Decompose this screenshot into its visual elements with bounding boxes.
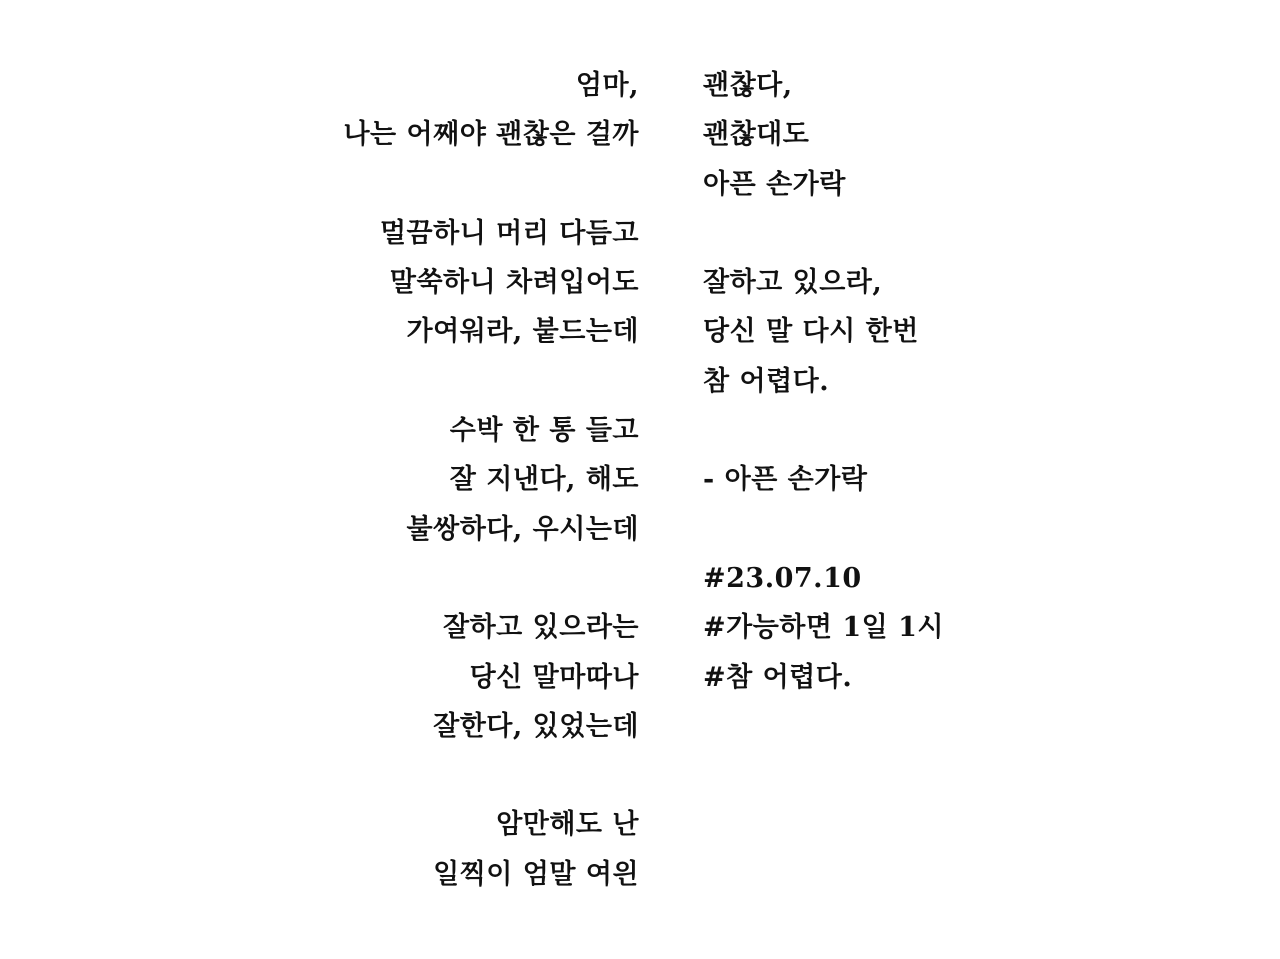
poem-right-column bbox=[703, 61, 1123, 702]
poem-line: 수박 한 통 들고 bbox=[449, 415, 639, 447]
poem-line: 암만해도 난 bbox=[496, 809, 639, 841]
stanza-break bbox=[219, 751, 639, 800]
poem-line: 가여워라, 붙드는데 bbox=[406, 316, 639, 348]
hashtag: #가능하면 1일 1시 bbox=[703, 612, 944, 644]
poem-line: 당신 말 다시 한번 bbox=[703, 316, 919, 348]
stanza-break bbox=[219, 554, 639, 603]
stanza-break bbox=[703, 406, 1123, 455]
poem-line: 잘한다, 있었는데 bbox=[433, 710, 639, 742]
poem-attribution: - 아픈 손가락 bbox=[703, 464, 868, 496]
stanza-break bbox=[219, 160, 639, 209]
poem-line: 당신 말마따나 bbox=[469, 661, 639, 693]
hashtag-date: #23.07.10 bbox=[703, 562, 862, 594]
poem-line: 괜찮대도 bbox=[703, 119, 810, 151]
stanza-break bbox=[703, 505, 1123, 554]
poem-line: 멀끔하니 머리 다듬고 bbox=[379, 217, 639, 249]
poem-line: 불쌍하다, 우시는데 bbox=[406, 513, 639, 545]
poem-left-column bbox=[219, 61, 639, 899]
poem-line: 엄마, bbox=[575, 70, 639, 101]
poem-line: 잘하고 있으라, bbox=[703, 267, 883, 299]
poem-line: 나는 어째야 괜찮은 걸까 bbox=[343, 119, 639, 151]
poem-line: 잘하고 있으라는 bbox=[443, 612, 639, 644]
poem-line: 말쑥하니 차려입어도 bbox=[389, 267, 639, 299]
poem-line: 일찍이 엄말 여읜 bbox=[433, 858, 639, 890]
poem-line: 참 어렵다. bbox=[703, 365, 830, 397]
poem-line: 잘 지낸다, 해도 bbox=[449, 464, 639, 496]
hashtag: #참 어렵다. bbox=[703, 661, 853, 693]
poem bbox=[0, 61, 1280, 941]
stanza-break bbox=[219, 357, 639, 406]
poem-line: 아픈 손가락 bbox=[703, 168, 846, 200]
poem-line: 괜찮다, bbox=[703, 70, 793, 101]
stanza-break bbox=[703, 209, 1123, 258]
